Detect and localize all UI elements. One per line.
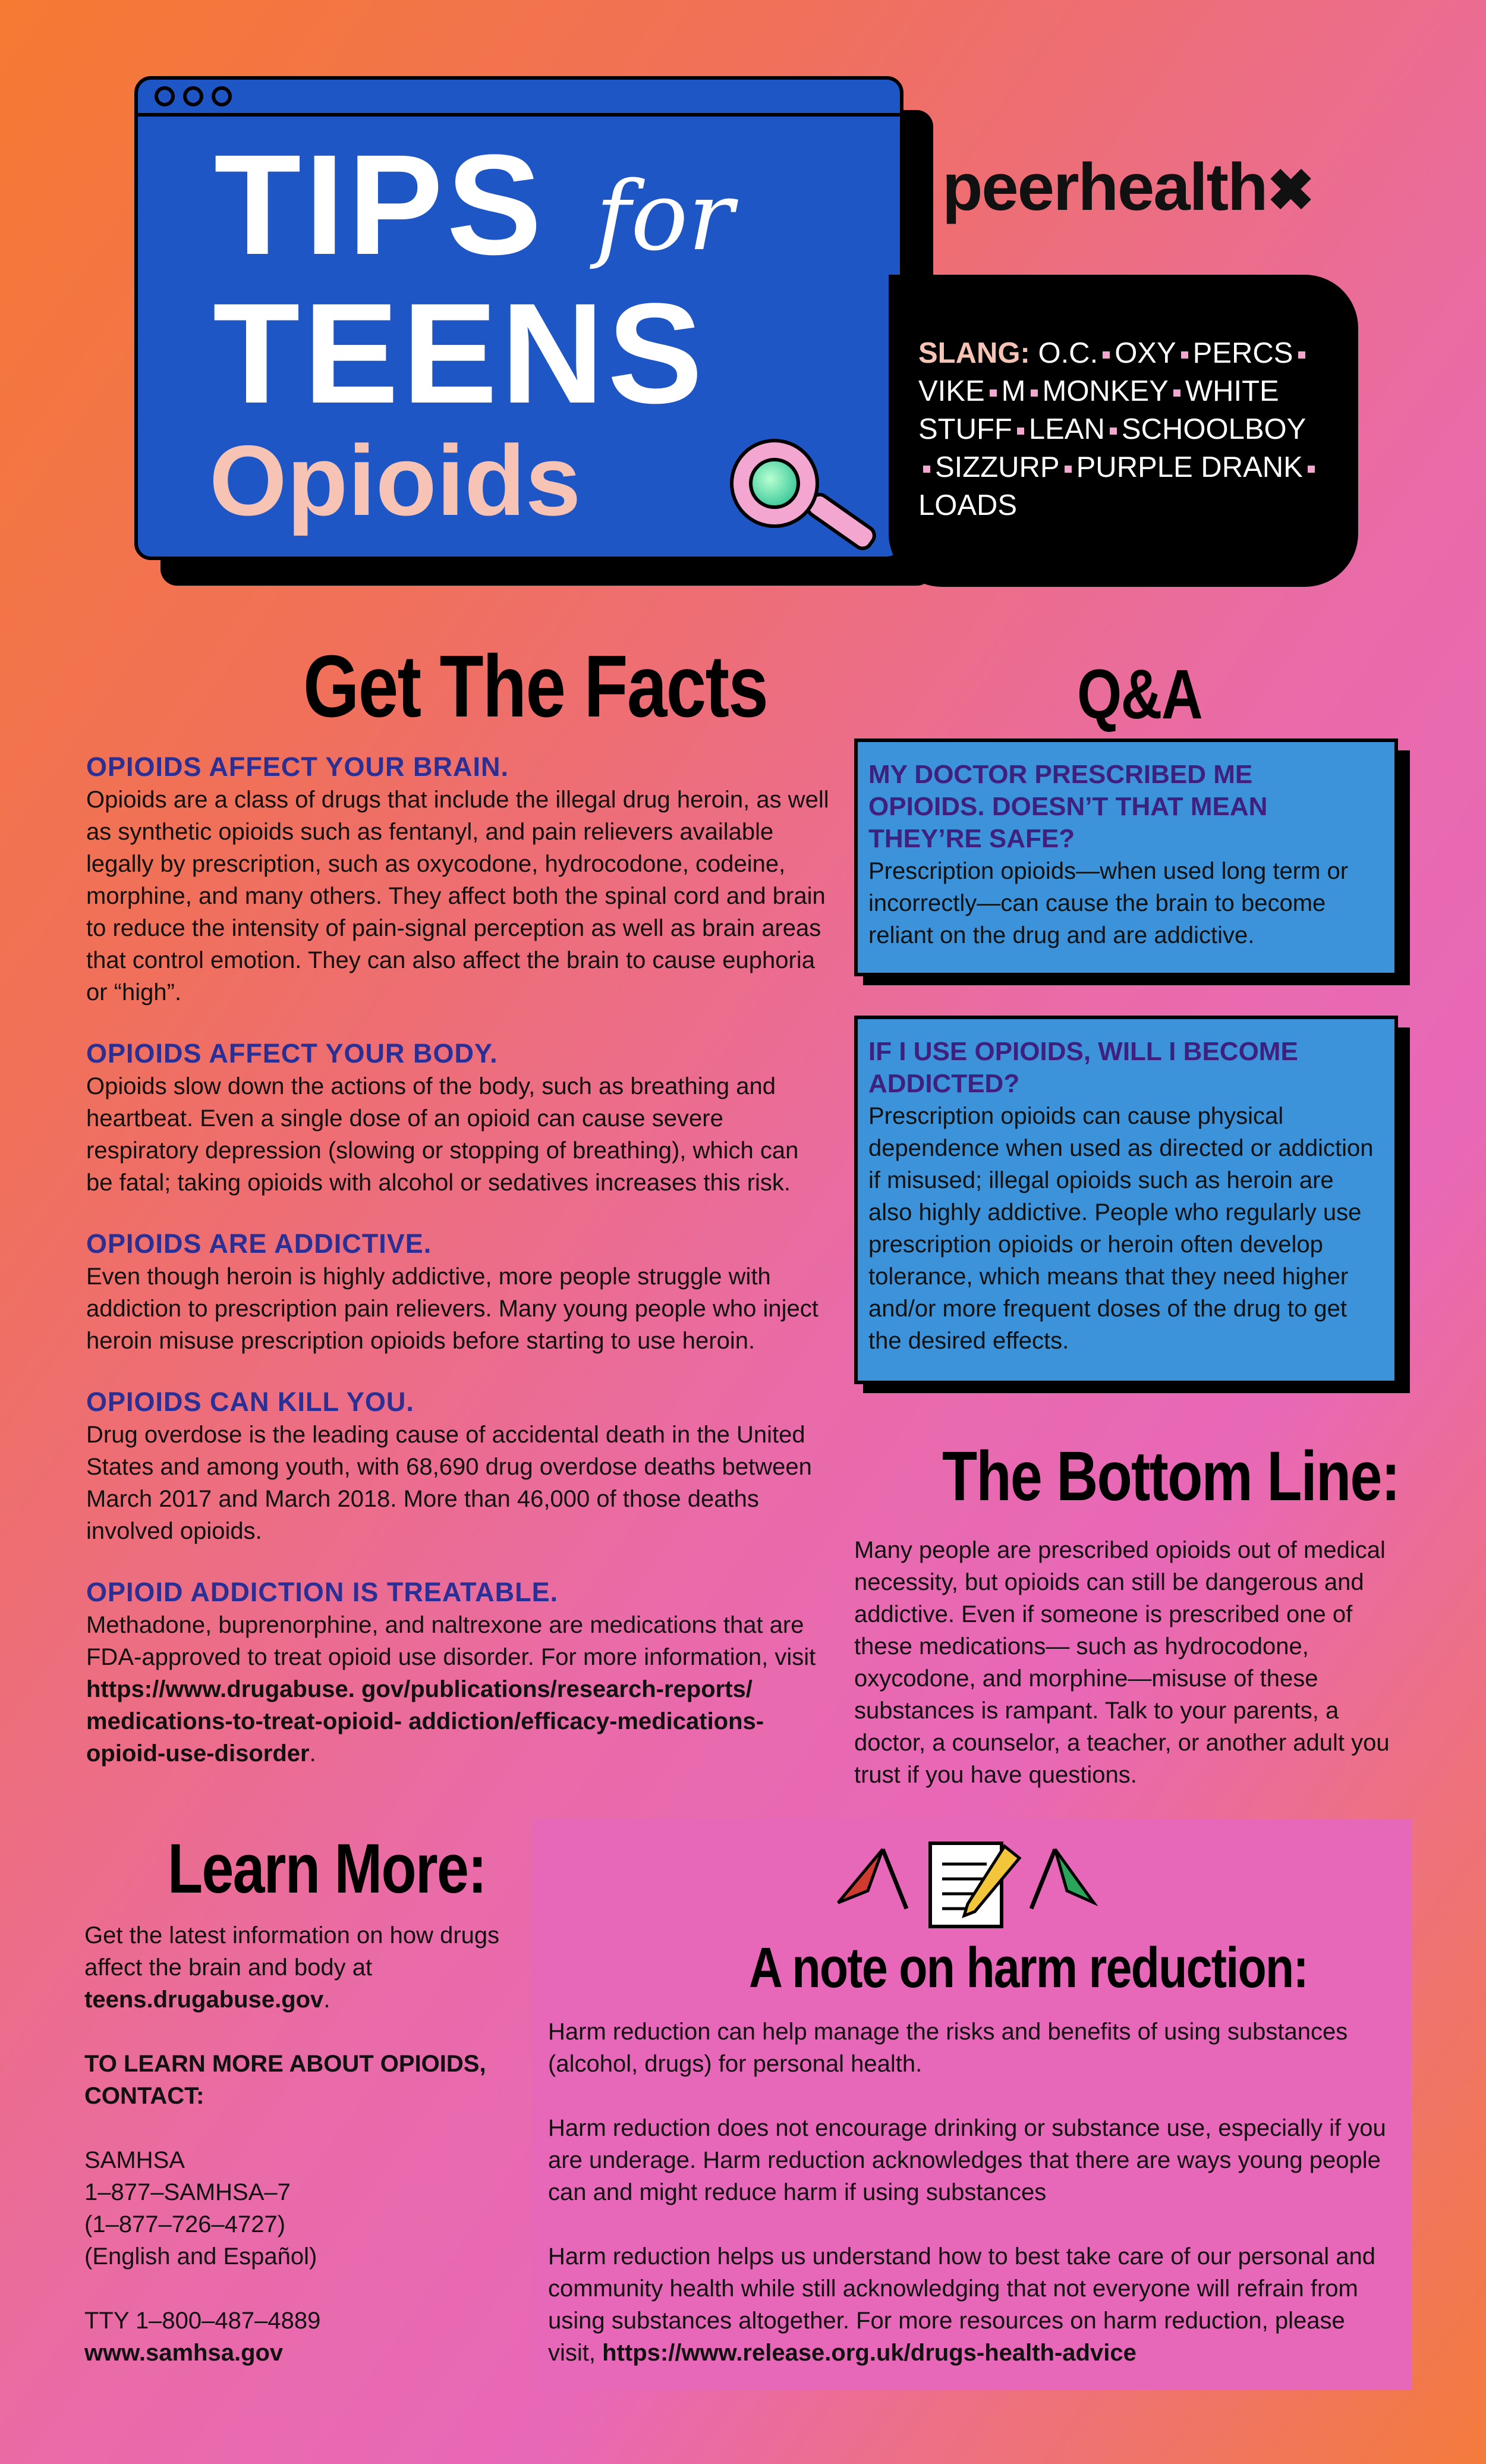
magnifier-glass	[749, 458, 800, 509]
fact-body: Drug overdose is the leading cause of accidental death in the United States and among youth, with 68,690 drug overdose deaths between March 2017 and March 2018. More than 46,000 of those deaths involved opioids.	[86, 1422, 812, 1544]
qa-card	[854, 738, 1398, 976]
red-flag-icon	[838, 1849, 906, 1909]
contact-org: SAMHSA	[84, 2147, 185, 2173]
slang-term: PURPLE DRANK	[1076, 451, 1303, 483]
slang-term: SCHOOLBOY	[1121, 413, 1306, 445]
harm-reduction-title: A note on harm reduction:	[749, 1936, 1308, 2000]
contact-phone: 1–877–SAMHSA–7	[84, 2179, 291, 2205]
fact-body: Opioids are a class of drugs that include the illegal drug heroin, as well as synthetic opioids such as fentanyl, and pain relievers available legally by prescription, such as oxycodone, hydrocodone, codeine, morphine, and many others. They affect both the spinal cord and brain to reduce the intensity of pain-signal perception as well as brain areas that control emotion. They can also affect the brain to cause euphoria or “high”.	[86, 787, 829, 1005]
release-link[interactable]: https://www.release.org.uk/drugs-health-advice	[602, 2340, 1136, 2366]
fact-heading: OPIOIDS ARE ADDICTIVE.	[86, 1228, 432, 1259]
window-dot-icon	[212, 86, 232, 106]
slang-label: SLANG:	[918, 337, 1030, 369]
learn-intro	[84, 1919, 512, 2016]
slang-term: PERCS	[1192, 337, 1293, 369]
slang-term: LOADS	[918, 489, 1018, 521]
brand-logo	[942, 149, 1314, 225]
qa-question: MY DOCTOR PRESCRIBED ME OPIOIDS. DOESN’T THAT MEAN THEY’RE SAFE?	[868, 760, 1268, 853]
fact-item	[86, 1385, 841, 1547]
green-flag-icon	[1031, 1849, 1094, 1909]
fact-body-end: .	[309, 1740, 316, 1767]
window-titlebar	[138, 80, 900, 117]
fact-body-text: Methadone, buprenorphine, and naltrexone are medications that are FDA-approved to treat opioid use disorder. For more information, visit	[86, 1612, 816, 1670]
samhsa-link[interactable]: www.samhsa.gov	[84, 2340, 284, 2366]
slang-term: LEAN	[1028, 413, 1105, 445]
qa-answer: Prescription opioids can cause physical dependence when used as directed or addiction if misused; illegal opioids such as heroin are also highly addictive. People who regularly use prescription opioids or heroin often develop tolerance, which means that they need higher and/or more frequent doses of the drug to get the desired effects.	[868, 1103, 1374, 1354]
learn-more-section	[84, 1919, 536, 2401]
fact-item	[86, 1576, 841, 1770]
slang-term: SIZZURP	[935, 451, 1060, 483]
fact-heading: OPIOIDS AFFECT YOUR BRAIN.	[86, 752, 509, 782]
harm-reduction-text	[548, 2016, 1398, 2401]
fact-heading: OPIOIDS CAN KILL YOU.	[86, 1387, 414, 1417]
slang-term: O.C.	[1038, 337, 1098, 369]
fact-body: Even though heroin is highly addictive, more people struggle with addiction to prescription pain relievers. Many young people who inject heroin misuse prescription opioids before starting to use heroin.	[86, 1264, 818, 1354]
facts-title: Get The Facts	[303, 637, 768, 736]
fact-heading: OPIOID ADDICTION IS TREATABLE.	[86, 1577, 559, 1607]
slang-term: OXY	[1114, 337, 1176, 369]
harm-reduction-illustration	[826, 1831, 1100, 1932]
fact-item	[86, 1227, 841, 1357]
contact-block	[84, 2144, 536, 2273]
harm-paragraph	[548, 2240, 1398, 2369]
harm-paragraph: Harm reduction can help manage the risks and benefits of using substances (alcohol, drugs) for personal health.	[548, 2019, 1348, 2077]
fact-body: Opioids slow down the actions of the body, such as breathing and heartbeat. Even a single dose of an opioid can cause severe respiratory depression (slowing or stopping of breathing), which can be fatal; taking opioids with alcohol or sedatives increases this risk.	[86, 1073, 799, 1196]
bottom-line-text: Many people are prescribed opioids out of medical necessity, but opioids can still be dangerous and addictive. Even if someone is prescribed one of these medications— such as hydrocodone, oxycodone, and morphine—misuse of these substances is rampant. Talk to your parents, a doctor, a counselor, a teacher, or another adult you trust if you have questions.	[854, 1537, 1390, 1788]
title-teens: TEENS	[213, 274, 707, 433]
contact-languages: (English and Español)	[84, 2243, 317, 2270]
topic-title: Opioids	[209, 425, 581, 536]
fact-link[interactable]: https://www.drugabuse. gov/publications/research-reports/ medications-to-treat-opioid- addiction/efficacy-medications-opioid-use-disorder	[86, 1676, 764, 1767]
brand-name: peerhealth	[942, 150, 1267, 224]
slang-term: MONKEY	[1042, 375, 1169, 407]
teens-link[interactable]: teens.drugabuse.gov	[84, 1987, 324, 2013]
contact-heading: TO LEARN MORE ABOUT OPIOIDS, CONTACT:	[84, 2051, 486, 2109]
slang-term: WHITE STUFF	[918, 375, 1279, 445]
qa-card	[854, 1016, 1398, 1384]
learn-intro-end: .	[323, 1987, 330, 2013]
fact-item	[86, 1037, 841, 1199]
slang-list	[918, 334, 1323, 524]
window-dot-icon	[155, 86, 175, 106]
contact-phone-numeric: (1–877–726–4727)	[84, 2211, 286, 2237]
window-dot-icon	[183, 86, 203, 106]
qa-answer: Prescription opioids—when used long term or incorrectly—can cause the brain to become reliant on the drug and are addictive.	[868, 858, 1349, 948]
slang-term: VIKE	[918, 375, 985, 407]
qa-title: Q&A	[1077, 655, 1202, 734]
slang-term: M	[1001, 375, 1026, 407]
magnifier-icon	[730, 439, 819, 528]
title-tips: TIPS	[214, 125, 546, 284]
harm-paragraph: Harm reduction does not encourage drinking or substance use, especially if you are underage. Harm reduction acknowledges that there are ways young people can and might reduce harm if using substances	[548, 2115, 1386, 2205]
qa-question: IF I USE OPIOIDS, WILL I BECOME ADDICTED?	[868, 1037, 1298, 1098]
learn-more-title: Learn More:	[168, 1830, 486, 1908]
slang-box	[889, 275, 1358, 587]
brand-mark-icon: ✖	[1267, 159, 1314, 222]
fact-body	[86, 1609, 841, 1770]
harm-paragraph-text: Harm reduction helps us understand how to best take care of our personal and community health while still acknowledging that not everyone will refrain from using substances altogether. For more resources on harm reduction, please visit,	[548, 2243, 1375, 2366]
learn-intro-text: Get the latest information on how drugs affect the brain and body at	[84, 1922, 500, 1981]
bottom-line-title: The Bottom Line:	[942, 1437, 1400, 1516]
title-for: for	[596, 161, 734, 272]
fact-item	[86, 750, 841, 1008]
contact-tty: TTY 1–800–487–4889	[84, 2308, 321, 2334]
contact-tty-block	[84, 2305, 536, 2369]
fact-heading: OPIOIDS AFFECT YOUR BODY.	[86, 1038, 498, 1068]
facts-list	[86, 750, 841, 1798]
